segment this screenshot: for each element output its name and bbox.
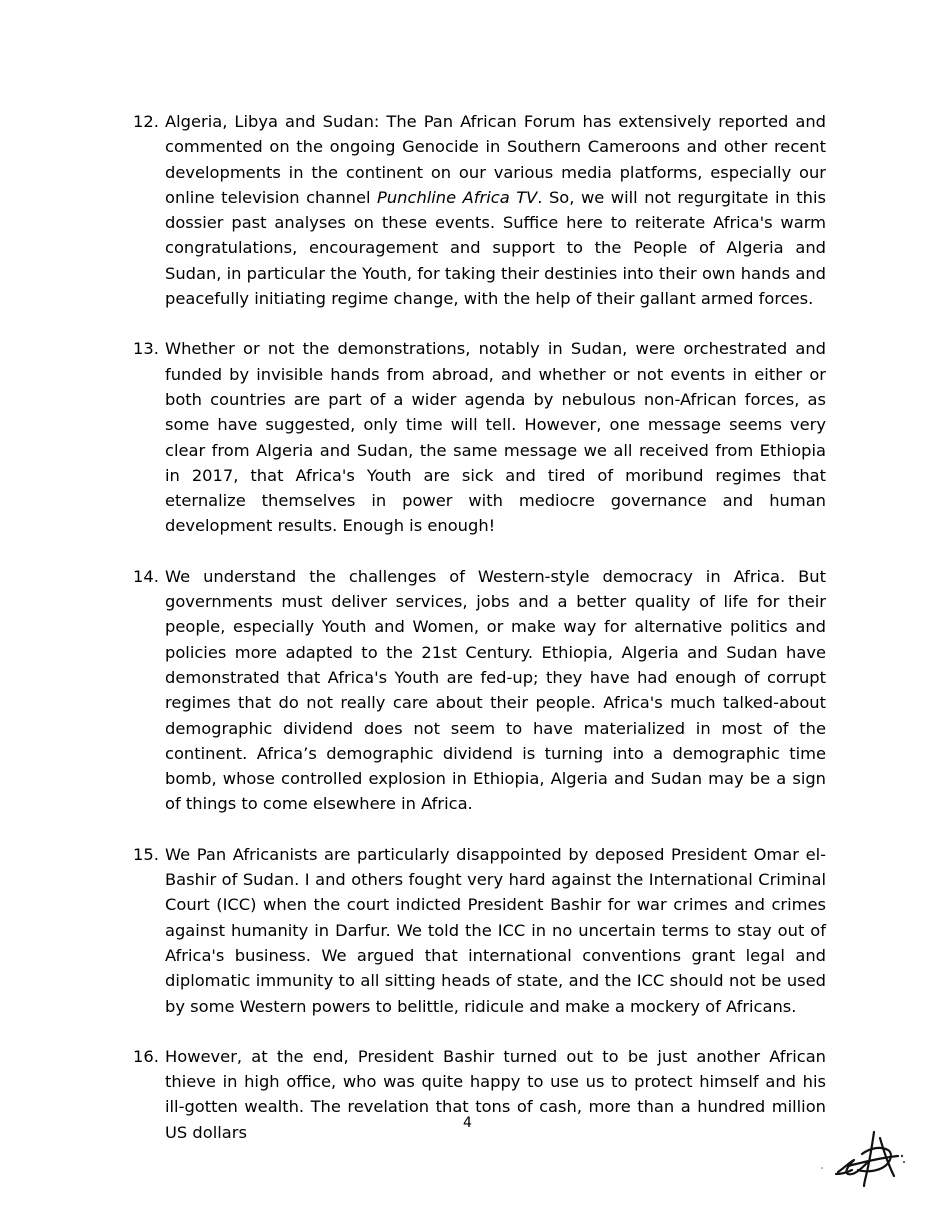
item-text-part: We Pan Africanists are particularly disappointed by deposed President Omar el-Bashir of Sudan. I and others fought very hard against the International Criminal Court (ICC) when the court indicted President Bashir for war crimes and crimes against humanity in Darfur. We told the ICC in no uncertain terms to stay out of Africa's business. We argued that international conventions grant legal and diplomatic immunity to all sitting heads of state, and the ICC should not be used by some Western powers to belittle, ridicule and make a mockery of Africans. [165, 844, 826, 1016]
item-number: 15. [133, 844, 159, 864]
item-text-part: Whether or not the demonstrations, notably in Sudan, were orchestrated and funded by invisible hands from abroad, and whether or not events in either or both countries are part of a wider agenda by nebulous non-African forces, as some have suggested, only time will tell. However, one message seems very clear from Algeria and Sudan, the same message we all received from Ethiopia in 2017, that Africa's Youth are sick and tired of moribund regimes that eternalize themselves in power with mediocre governance and human development results. Enough is enough! [165, 339, 826, 536]
page-number: 4 [463, 1115, 472, 1131]
item-number: 12. [133, 112, 159, 131]
item-number: 14. [133, 566, 159, 586]
item-number: 16. [133, 1046, 159, 1066]
list-item [133, 336, 826, 538]
item-text-part: Algeria, Libya and Sudan: The Pan African Forum has extensively reported and commented on the ongoing Genocide in Southern Cameroons and other recent developments in the continent on our various media platforms, especially our online television channel [165, 112, 826, 207]
list-item [133, 109, 826, 311]
item-number: 13. [133, 339, 159, 359]
handwritten-signature-icon [818, 1128, 916, 1190]
item-text [165, 842, 826, 1019]
item-text-part: We understand the challenges of Western-style democracy in Africa. But governments must deliver services, jobs and a better quality of life for their people, especially Youth and Women, or make way for alternative politics and policies more adapted to the 21st Century. Ethiopia, Algeria and Sudan have demonstrated that Africa's Youth are fed-up; they have had enough of corrupt regimes that do not really care about their people. Africa's much talked-about demographic dividend does not seem to have materialized in most of the continent. Africa’s demographic dividend is turning into a demographic time bomb, whose controlled explosion in Ethiopia, Algeria and Sudan may be a sign of things to come elsewhere in Africa. [165, 566, 826, 814]
list-item [133, 842, 826, 1019]
document-body [133, 109, 826, 1170]
item-text [165, 109, 826, 311]
item-text [165, 564, 826, 817]
channel-name: Punchline Africa TV [377, 187, 538, 207]
item-text-part: . So, we will not regurgitate in this dossier past analyses on these events. Suffice here to reiterate Africa's warm congratulations, encouragement and support to the People of Algeria and Sudan, in particular the Youth, for taking their destinies into their own hands and peacefully initiating regime change, with the help of their gallant armed forces. [165, 187, 827, 309]
item-text [165, 336, 826, 538]
item-text-part: However, at the end, President Bashir turned out to be just another African thieve in high office, who was quite happy to use us to protect himself and his ill-gotten wealth. The revelation that tons of cash, more than a hundred million US dollars [165, 1046, 826, 1142]
list-item [133, 564, 826, 817]
